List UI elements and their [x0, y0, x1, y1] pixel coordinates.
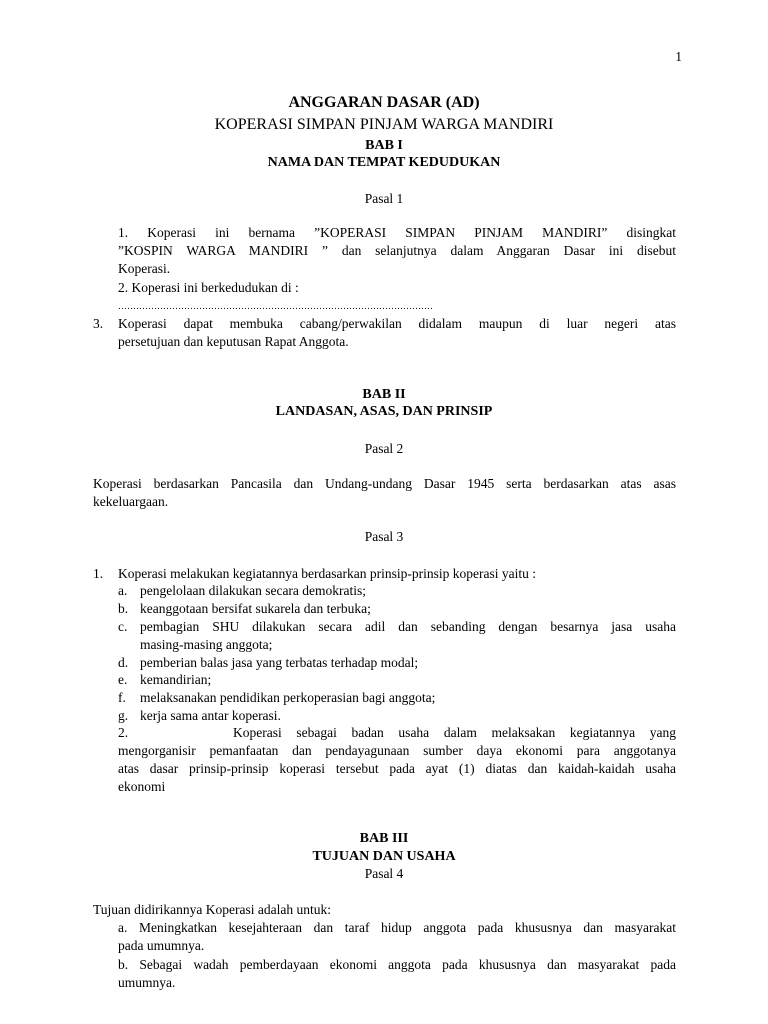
sub-item-c: [140, 618, 676, 654]
text-line: kekeluargaan.: [93, 494, 169, 509]
pasal-4-label: Pasal 4: [364, 866, 404, 881]
sub-item-b: [140, 600, 371, 618]
address-blank-line: ……………………………………………………………………………………………: [118, 301, 433, 311]
pasal-4-intro: [93, 901, 331, 919]
bab-1-label: BAB I: [365, 138, 403, 153]
pasal-3-item-2-first-line: [233, 724, 676, 742]
pasal-1-item-1: [118, 224, 676, 278]
text-line: persetujuan dan keputusan Rapat Anggota.: [118, 334, 349, 349]
pasal-3-label: Pasal 3: [364, 529, 404, 544]
pasal-4-item-b: [118, 956, 676, 992]
bab-1-title: NAMA DAN TEMPAT KEDUDUKAN: [267, 155, 501, 170]
bab-3-label: BAB III: [359, 831, 409, 846]
pasal-1-item-3: [118, 315, 676, 351]
bab-2-title: LANDASAN, ASAS, DAN PRINSIP: [275, 404, 493, 419]
text-line: pengelolaan dilakukan secara demokratis;: [140, 583, 367, 598]
pasal-3-item-2: [118, 742, 676, 796]
text-line: keanggotaan bersifat sukarela dan terbuka;: [140, 601, 371, 616]
sub-marker: d.: [118, 655, 129, 670]
list-number: 3.: [93, 316, 104, 331]
bab-3-title: TUJUAN DAN USAHA: [312, 849, 456, 864]
text-line: Koperasi dapat membuka cabang/perwakilan didalam maupun di luar negeri atas: [118, 316, 676, 331]
list-number: 2.: [118, 725, 129, 740]
pasal-4-item-a: [118, 919, 676, 955]
sub-marker: f.: [118, 690, 126, 705]
document-title: ANGGARAN DASAR (AD): [288, 94, 480, 111]
text-line: b. Sebagai wadah pemberdayaan ekonomi anggota pada khususnya dan masyarakat pada: [118, 957, 676, 972]
text-line: umumnya.: [118, 975, 176, 990]
text-line: pada umumnya.: [118, 938, 205, 953]
sub-item-f: [140, 689, 435, 707]
text-line: 2. Koperasi ini berkedudukan di :: [118, 280, 299, 295]
page-number: 1: [675, 49, 682, 64]
text-line: Koperasi.: [118, 261, 171, 276]
sub-marker: e.: [118, 672, 128, 687]
sub-item-e: [140, 671, 211, 689]
pasal-3-item-1: [118, 565, 676, 583]
sub-marker: c.: [118, 619, 128, 634]
text-line: Tujuan didirikannya Koperasi adalah untuk:: [93, 902, 331, 917]
organization-name: KOPERASI SIMPAN PINJAM WARGA MANDIRI: [214, 116, 554, 133]
sub-marker: g.: [118, 708, 129, 723]
text-line: a. Meningkatkan kesejahteraan dan taraf hidup anggota pada khususnya dan masyarakat: [118, 920, 676, 935]
sub-item-a: [140, 582, 366, 600]
pasal-2-text: [93, 475, 676, 511]
text-line: atas dasar prinsip-prinsip koperasi tersebut pada ayat (1) diatas dan kaidah-kaidah usaha: [118, 761, 676, 776]
list-number: 1.: [93, 566, 104, 581]
text-line: Koperasi sebagai badan usaha dalam melaksakan kegiatannya yang: [233, 725, 676, 740]
text-line: 1. Koperasi ini bernama ”KOPERASI SIMPAN PINJAM MANDIRI” disingkat: [118, 225, 676, 240]
text-line: Koperasi melakukan kegiatannya berdasarkan prinsip-prinsip koperasi yaitu :: [118, 566, 536, 581]
text-line: pembagian SHU dilakukan secara adil dan sebanding dengan besarnya jasa usaha: [140, 619, 676, 634]
text-line: ”KOSPIN WARGA MANDIRI ” dan selanjutnya dalam Anggaran Dasar ini disebut: [118, 243, 676, 258]
pasal-1-label: Pasal 1: [364, 191, 404, 206]
text-line: melaksanakan pendidikan perkoperasian bagi anggota;: [140, 690, 436, 705]
sub-item-d: [140, 654, 418, 672]
bab-2-label: BAB II: [362, 387, 406, 402]
sub-marker: b.: [118, 601, 129, 616]
text-line: mengorganisir pemanfaatan dan pendayagunaan sumber daya ekonomi para anggotanya: [118, 743, 676, 758]
pasal-2-label: Pasal 2: [364, 441, 404, 456]
sub-marker: a.: [118, 583, 128, 598]
sub-item-g: [140, 707, 281, 725]
text-line: kemandirian;: [140, 672, 212, 687]
text-line: pemberian balas jasa yang terbatas terhadap modal;: [140, 655, 419, 670]
text-line: kerja sama antar koperasi.: [140, 708, 281, 723]
text-line: masing-masing anggota;: [140, 637, 273, 652]
text-line: Koperasi berdasarkan Pancasila dan Undang-undang Dasar 1945 serta berdasarkan atas asas: [93, 476, 676, 491]
text-line: ekonomi: [118, 779, 166, 794]
pasal-1-item-2: [118, 279, 676, 297]
